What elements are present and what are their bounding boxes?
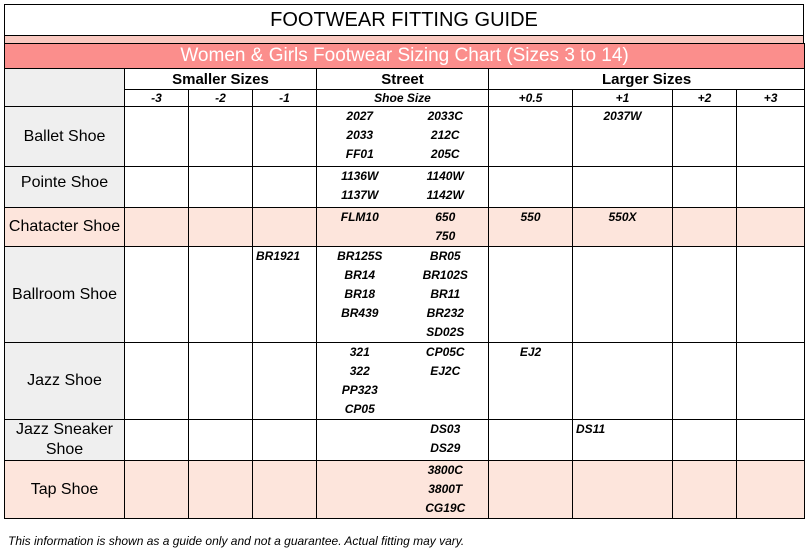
- cell-jazz-sneaker-plus1: [573, 420, 673, 461]
- column-header-plus2: +2: [673, 90, 737, 107]
- size-code: EJ2: [519, 345, 542, 359]
- cell-tap-plus05: [489, 461, 573, 519]
- cell-ballet-plus2: [673, 107, 737, 167]
- table-row-ballet: [5, 107, 805, 167]
- cell-jazz-plus3: [737, 343, 805, 420]
- cell-tap-minus1: [253, 461, 317, 519]
- row-label-jazz: Jazz Shoe: [5, 343, 125, 420]
- cell-pointe-plus05: [489, 167, 573, 208]
- size-code: BR125S: [337, 249, 383, 263]
- cell-jazz-plus05: [489, 343, 573, 420]
- column-header-minus3: -3: [125, 90, 189, 107]
- table-row-jazz: [5, 343, 805, 420]
- size-code: BR439: [341, 306, 379, 320]
- cell-ballroom-minus3: [125, 247, 189, 343]
- table-row-character: [5, 208, 805, 247]
- size-code: DS03: [430, 422, 461, 436]
- cell-pointe-minus3: [125, 167, 189, 208]
- cell-pointe-street: [317, 167, 489, 208]
- size-code: BR14: [344, 268, 376, 282]
- cell-jazz-minus2: [189, 343, 253, 420]
- cell-pointe-minus2: [189, 167, 253, 208]
- size-code: PP323: [341, 383, 378, 397]
- size-code: BR05: [429, 249, 461, 263]
- table-row-tap: [5, 461, 805, 519]
- size-code: FF01: [345, 147, 374, 161]
- row-label-character: Chatacter Shoe: [5, 208, 125, 247]
- size-code: CP05C: [425, 345, 465, 359]
- cell-jazz-plus2: [673, 343, 737, 420]
- size-code: 322: [349, 364, 370, 378]
- size-code: 650: [435, 210, 456, 224]
- cell-tap-minus3: [125, 461, 189, 519]
- table-row-ballroom: [5, 247, 805, 343]
- cell-tap-plus1: [573, 461, 673, 519]
- cell-pointe-plus2: [673, 167, 737, 208]
- sizing-chart-table: [4, 43, 805, 519]
- size-code: 1137W: [341, 188, 379, 202]
- column-header-minus2: -2: [189, 90, 253, 107]
- cell-character-plus3: [737, 208, 805, 247]
- size-code: EJ2C: [430, 364, 461, 378]
- title-divider-strip: [4, 36, 804, 43]
- cell-jazz-plus1: [573, 343, 673, 420]
- cell-character-plus1: [573, 208, 673, 247]
- cell-ballroom-minus1: [253, 247, 317, 343]
- size-code: 2027: [346, 109, 374, 123]
- size-code: 2033: [346, 128, 374, 142]
- cell-jazz-sneaker-plus05: [489, 420, 573, 461]
- size-code: 3800T: [428, 482, 463, 496]
- row-label-ballet: Ballet Shoe: [5, 107, 125, 167]
- size-code: 3800C: [427, 463, 463, 477]
- cell-ballroom-plus05: [489, 247, 573, 343]
- size-code: BR11: [430, 287, 461, 301]
- size-code: BR232: [426, 306, 464, 320]
- size-code: FLM10: [340, 210, 379, 224]
- cell-character-minus3: [125, 208, 189, 247]
- size-code: 550X: [608, 210, 637, 224]
- cell-tap-plus3: [737, 461, 805, 519]
- size-code: DS11: [576, 422, 606, 436]
- cell-jazz-street: [317, 343, 489, 420]
- row-label-tap: Tap Shoe: [5, 461, 125, 519]
- group-header-street: Street: [317, 69, 489, 90]
- cell-jazz-sneaker-minus1: [253, 420, 317, 461]
- cell-ballroom-plus3: [737, 247, 805, 343]
- cell-jazz-minus3: [125, 343, 189, 420]
- row-label-line: Shoe: [45, 441, 84, 458]
- column-header-plus05: +0.5: [489, 90, 573, 107]
- group-header-smaller: Smaller Sizes: [125, 69, 317, 90]
- column-header-shoe-size: Shoe Size: [317, 90, 489, 107]
- row-label-ballroom: Ballroom Shoe: [5, 247, 125, 343]
- cell-ballroom-street: [317, 247, 489, 343]
- cell-jazz-sneaker-plus3: [737, 420, 805, 461]
- column-header-plus3: +3: [737, 90, 805, 107]
- column-header-plus1: +1: [573, 90, 673, 107]
- size-code: CG19C: [425, 501, 466, 515]
- group-header-larger: Larger Sizes: [489, 69, 805, 90]
- size-code: 321: [349, 345, 370, 359]
- cell-character-street: [317, 208, 489, 247]
- size-code: CP05: [344, 402, 375, 416]
- chart-subtitle: Women & Girls Footwear Sizing Chart (Sizes 3 to 14): [5, 44, 805, 69]
- cell-ballet-minus3: [125, 107, 189, 167]
- table-row-pointe: [5, 167, 805, 208]
- cell-jazz-minus1: [253, 343, 317, 420]
- cell-tap-street: [317, 461, 489, 519]
- size-code: BR1921: [256, 249, 301, 263]
- cell-jazz-sneaker-minus2: [189, 420, 253, 461]
- cell-ballroom-plus2: [673, 247, 737, 343]
- cell-character-minus1: [253, 208, 317, 247]
- cell-ballet-minus2: [189, 107, 253, 167]
- size-code: 205C: [430, 147, 460, 161]
- cell-ballet-plus3: [737, 107, 805, 167]
- row-label-pointe: Pointe Shoe: [5, 167, 125, 208]
- cell-character-minus2: [189, 208, 253, 247]
- size-code: SD02S: [426, 325, 465, 339]
- row-label-line: Jazz Sneaker: [16, 421, 113, 438]
- table-row-jazz-sneaker: [5, 420, 805, 461]
- size-code: 2033C: [427, 109, 463, 123]
- cell-ballet-plus05: [489, 107, 573, 167]
- cell-jazz-sneaker-plus2: [673, 420, 737, 461]
- cell-ballet-plus1: [573, 107, 673, 167]
- size-code: 1136W: [341, 169, 379, 183]
- cell-jazz-sneaker-street: [317, 420, 489, 461]
- cell-ballet-street: [317, 107, 489, 167]
- page-title: FOOTWEAR FITTING GUIDE: [4, 4, 804, 36]
- size-code: BR18: [344, 287, 376, 301]
- cell-character-plus2: [673, 208, 737, 247]
- corner-header-cell: [5, 69, 125, 107]
- cell-tap-minus2: [189, 461, 253, 519]
- column-header-minus1: -1: [253, 90, 317, 107]
- cell-ballroom-minus2: [189, 247, 253, 343]
- cell-pointe-minus1: [253, 167, 317, 208]
- size-code: BR102S: [422, 268, 468, 282]
- size-code: 2037W: [603, 109, 642, 123]
- disclaimer-text: This information is shown as a guide only and not a guarantee. Actual fitting may vary.: [8, 534, 465, 548]
- size-code: 212C: [430, 128, 460, 142]
- cell-jazz-sneaker-minus3: [125, 420, 189, 461]
- cell-ballroom-plus1: [573, 247, 673, 343]
- cell-character-plus05: [489, 208, 573, 247]
- cell-ballet-minus1: [253, 107, 317, 167]
- cell-tap-plus2: [673, 461, 737, 519]
- cell-pointe-plus1: [573, 167, 673, 208]
- size-code: 1140W: [426, 169, 464, 183]
- size-code: 550: [520, 210, 541, 224]
- cell-pointe-plus3: [737, 167, 805, 208]
- row-label-jazz-sneaker: [5, 420, 125, 461]
- size-code: 750: [435, 229, 456, 243]
- size-code: 1142W: [426, 188, 464, 202]
- size-code: DS29: [430, 441, 461, 455]
